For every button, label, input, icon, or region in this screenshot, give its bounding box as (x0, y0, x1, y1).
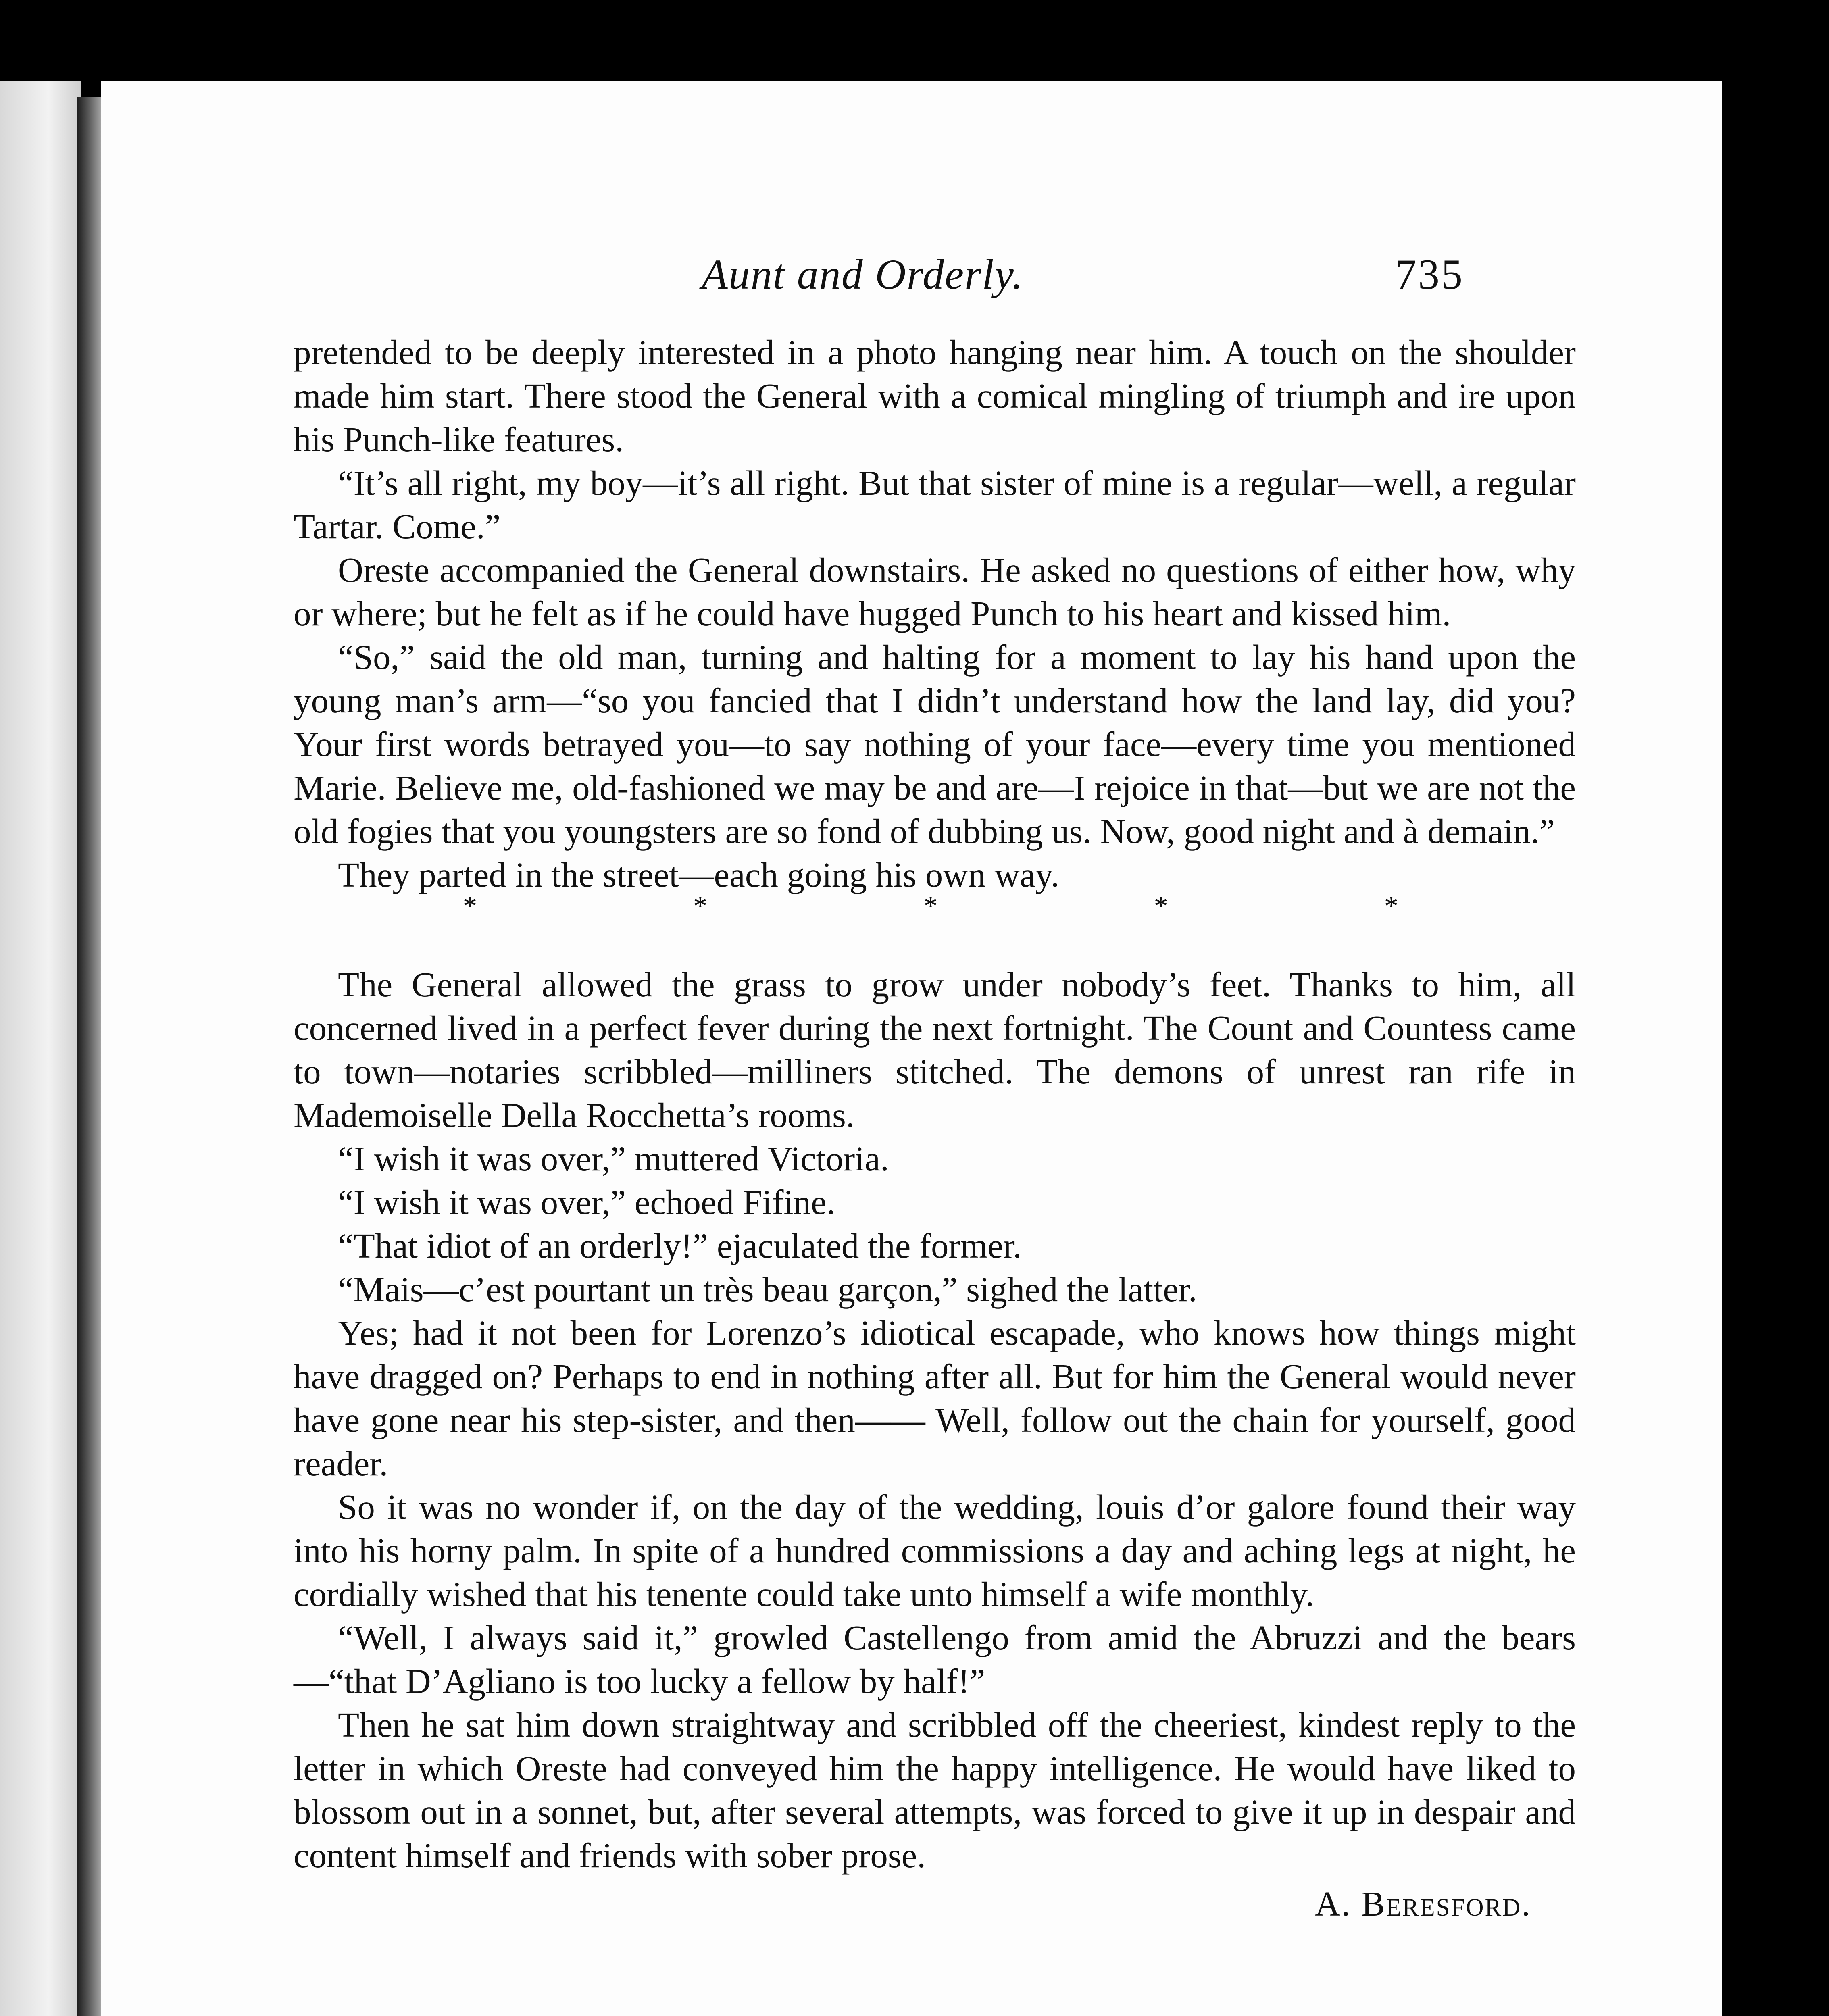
body-text (294, 331, 1576, 1926)
author-signature: A. Beresford. (1315, 1884, 1531, 1923)
asterisk: * (463, 891, 477, 922)
paragraph: Oreste accompanied the General downstairs. He asked no questions of either how, why or where; but he felt as if he could have hugged Punch to his heart and kissed him. (294, 550, 1576, 633)
facing-page-edge (0, 81, 81, 2016)
paragraph: “Mais—c’est pourtant un très beau garçon,” sighed the latter. (338, 1270, 1197, 1309)
paragraph: “I wish it was over,” echoed Fifine. (338, 1183, 835, 1222)
paragraph: “So,” said the old man, turning and halting for a moment to lay his hand upon the young man’s arm—“so you fancied that I didn’t understand how the land lay, did you? Your first words betrayed you—to say nothing of your face—every time you mentioned Marie. Believe me, old-fashioned we may be and are—I rejoice in that—but we are not the old fogies that you youngsters are so fond of dubbing us. Now, good night and à demain.” (294, 637, 1576, 851)
asterisk: * (693, 891, 708, 922)
page-header (101, 250, 1722, 314)
paragraph: “I wish it was over,” muttered Victoria. (338, 1139, 889, 1178)
paragraph: The General allowed the grass to grow under nobody’s feet. Thanks to him, all concerned lived in a perfect fever during the next fortnight. The Count and Countess came to town—notaries scribbled—milliners stitched. The demons of unrest ran rife in Mademoiselle Della Rocchetta’s rooms. (294, 965, 1576, 1135)
section-break (294, 891, 1576, 922)
paragraph: They parted in the street—each going his own way. (338, 855, 1060, 894)
asterisk: * (1154, 891, 1168, 922)
asterisk: * (1384, 891, 1398, 922)
page-number: 735 (1395, 251, 1464, 298)
book-page (101, 81, 1722, 2016)
paragraph: “Well, I always said it,” growled Castellengo from amid the Abruzzi and the bears—“that D’Agliano is too lucky a fellow by half!” (294, 1618, 1576, 1701)
paragraph: “That idiot of an orderly!” ejaculated the former. (338, 1226, 1022, 1265)
running-title: Aunt and Orderly. (702, 251, 1024, 298)
paragraph: “It’s all right, my boy—it’s all right. But that sister of mine is a regular—well, a regular Tartar. Come.” (294, 463, 1576, 546)
paragraph: Yes; had it not been for Lorenzo’s idiotical escapade, who knows how things might have dragged on? Perhaps to end in nothing after all. But for him the General would never have gone near his step-sister, and then—— Well, follow out the chain for yourself, good reader. (294, 1313, 1576, 1483)
paragraph: pretended to be deeply interested in a photo hanging near him. A touch on the shoulder made him start. There stood the General with a comical mingling of triumph and ire upon his Punch-like features. (294, 333, 1576, 459)
paragraph: Then he sat him down straightway and scribbled off the cheeriest, kindest reply to the letter in which Oreste had conveyed him the happy intelligence. He would have liked to blossom out in a sonnet, but, after several attempts, was forced to give it up in despair and content himself and friends with sober prose. (294, 1705, 1576, 1875)
paragraph: So it was no wonder if, on the day of the wedding, louis d’or galore found their way into his horny palm. In spite of a hundred commissions a day and aching legs at night, he cordially wished that his tenente could take unto himself a wife monthly. (294, 1487, 1576, 1614)
asterisk: * (923, 891, 938, 922)
